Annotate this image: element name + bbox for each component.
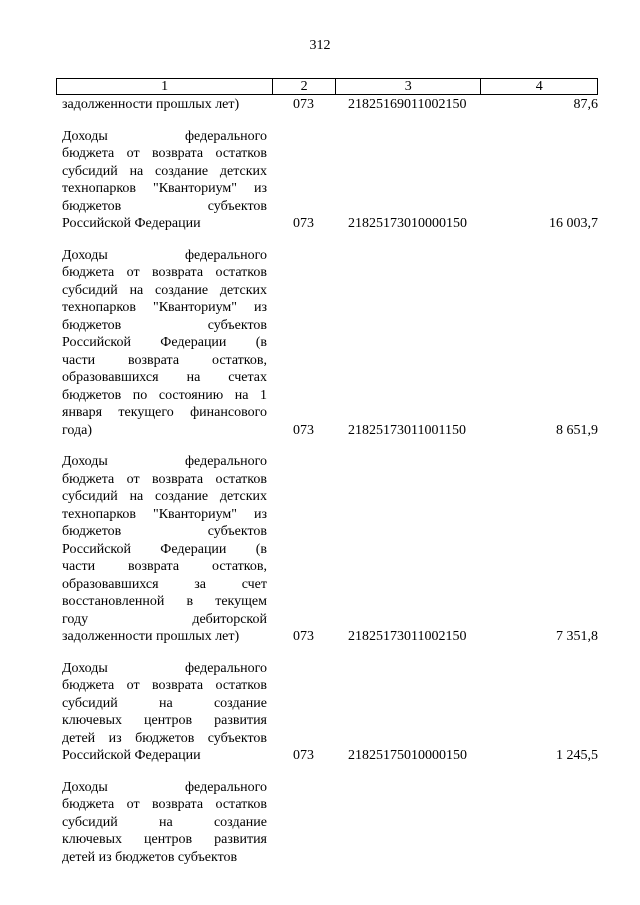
admin-code: 073 [293,629,314,644]
row-description [62,96,267,114]
description-line: января текущего финансового [62,405,267,420]
description-line: бюджета от возврата остатков [62,146,267,161]
description-line: технопарков "Кванториум" из [62,181,267,196]
description-line: субсидий на создание [62,814,267,830]
description-line: субсидий на создание детских [62,282,267,298]
description-line: детей из бюджетов субъектов [62,730,267,746]
budget-classification-code: 21825173011001150 [348,422,466,438]
description-line: Российской Федерации (в [62,541,267,557]
description-line: Российской Федерации [62,748,201,763]
description-line: образовавшихся на счетах [62,370,267,385]
description-line: бюджетов по состоянию на 1 [62,387,267,403]
header-col-1: 1 [57,79,273,94]
description-line: субсидий на создание детских [62,163,267,179]
description-line: году дебиторской [62,611,267,627]
description-line: технопарков "Кванториум" из [62,506,267,522]
description-line: задолженности прошлых лет) [62,629,240,644]
row-description [62,247,267,440]
description-line: Доходы федерального [62,660,267,676]
description-line: бюджета от возврата остатков [62,471,267,487]
page-number: 312 [309,38,331,53]
description-line: образовавшихся за счет [62,576,267,592]
description-line: Доходы федерального [62,779,267,795]
description-line: бюджетов субъектов [62,198,267,214]
admin-code: 073 [293,216,314,231]
description-line: Доходы федерального [62,247,267,263]
amount: 87,6 [573,97,598,112]
description-line: части возврата остатков, [62,559,267,574]
description-line: ключевых центров развития [62,832,267,847]
description-line: части возврата остатков, [62,352,267,368]
header-col-2: 2 [273,79,336,94]
description-line: технопарков "Кванториум" из [62,300,267,315]
header-col-3: 3 [336,79,481,94]
row-description [62,453,267,646]
budget-classification-code: 21825173010000150 [348,216,467,231]
description-line: Российской Федерации (в [62,335,267,350]
description-line: бюджета от возврата остатков [62,797,267,812]
amount: 8 651,9 [556,422,598,438]
amount: 7 351,8 [556,629,598,644]
row-description [62,660,267,765]
description-line: задолженности прошлых лет) [62,97,240,112]
description-line: года) [62,422,92,438]
description-line: бюджетов субъектов [62,317,267,333]
description-line: Российской Федерации [62,216,201,231]
amount: 1 245,5 [556,748,598,763]
header-col-4: 4 [535,79,543,94]
admin-code: 073 [293,422,314,438]
table-header [56,78,598,95]
description-line: бюджета от возврата остатков [62,265,267,280]
description-line: бюджетов субъектов [62,524,267,539]
description-line: субсидий на создание [62,695,267,711]
description-line: Доходы федерального [62,454,267,469]
amount: 16 003,7 [549,216,598,231]
description-line: ключевых центров развития [62,713,267,728]
description-line: Доходы федерального [62,128,267,144]
description-line: восстановленной в текущем [62,594,267,609]
row-description [62,779,267,867]
budget-classification-code: 21825175010000150 [348,748,467,763]
admin-code: 073 [293,97,314,112]
description-line: субсидий на создание детских [62,489,267,504]
description-line: бюджета от возврата остатков [62,678,267,693]
admin-code: 073 [293,748,314,763]
row-description [62,128,267,233]
budget-classification-code: 21825173011002150 [348,629,467,644]
description-line: детей из бюджетов субъектов [62,849,238,865]
budget-classification-code: 21825169011002150 [348,97,467,112]
